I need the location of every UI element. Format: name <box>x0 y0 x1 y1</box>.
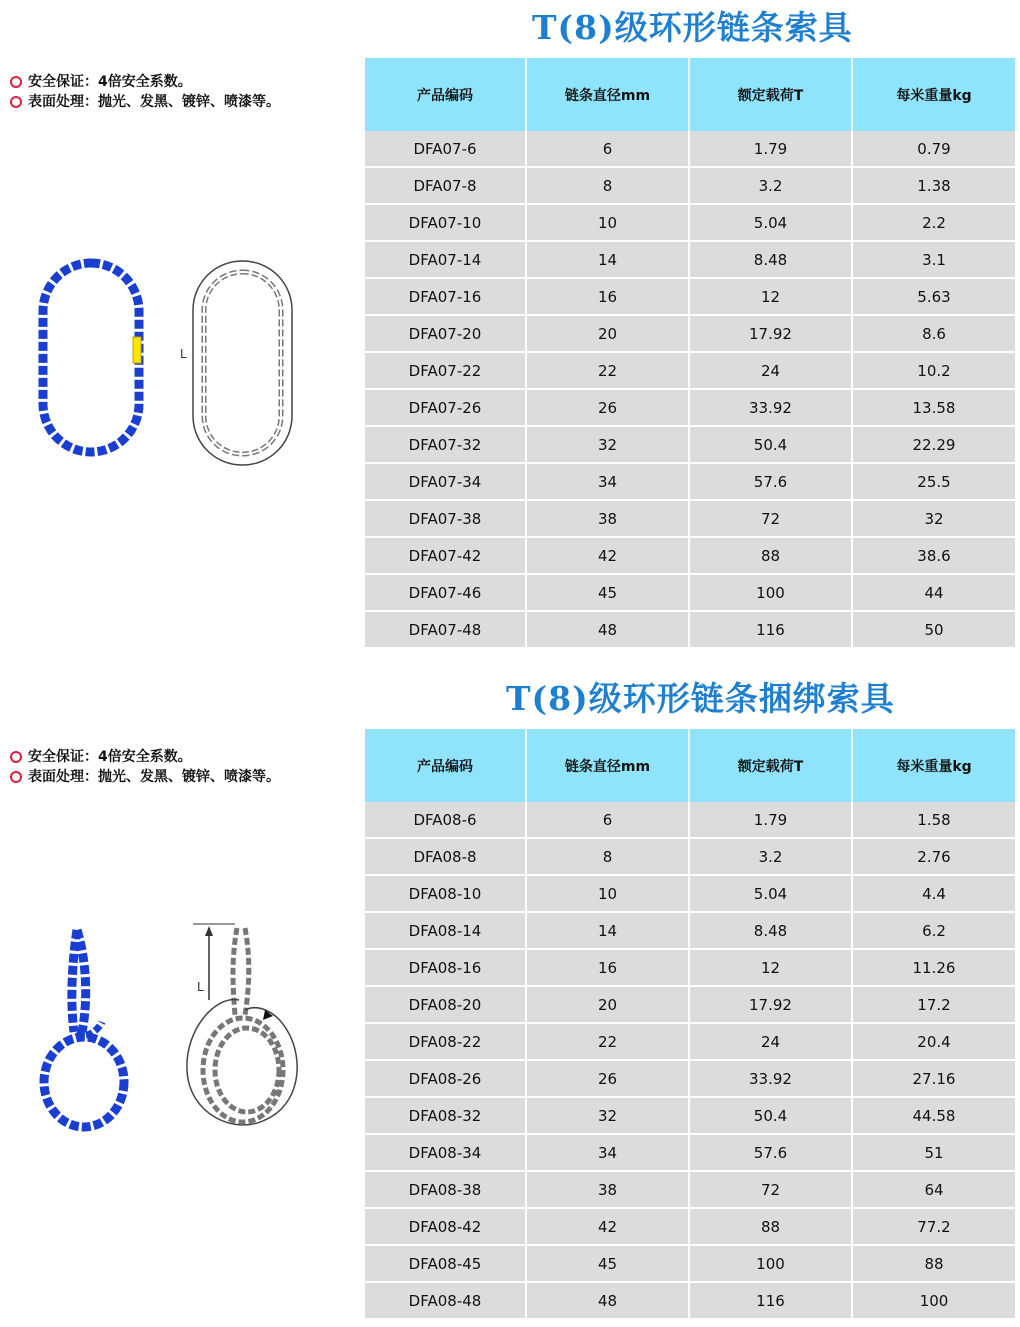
table-row <box>365 167 1015 204</box>
note-text: 表面处理：抛光、发黑、镀锌、喷漆等。 <box>28 769 280 785</box>
cell-diameter: 45 <box>526 574 689 611</box>
table-row <box>365 1282 1015 1319</box>
cell-weight: 88 <box>852 1245 1015 1282</box>
cell-diameter: 38 <box>526 1171 689 1208</box>
cell-diameter: 14 <box>526 912 689 949</box>
ring-chain-diagram-icon <box>190 258 295 468</box>
cell-weight: 2.76 <box>852 838 1015 875</box>
bullet-icon <box>10 76 22 88</box>
cell-diameter: 42 <box>526 1208 689 1245</box>
cell-weight: 11.26 <box>852 949 1015 986</box>
cell-load: 100 <box>689 574 852 611</box>
table-row <box>365 204 1015 241</box>
header-diameter: 链条直径mm <box>526 729 689 802</box>
table-row <box>365 426 1015 463</box>
cell-weight: 38.6 <box>852 537 1015 574</box>
cell-weight: 32 <box>852 500 1015 537</box>
cell-diameter: 14 <box>526 241 689 278</box>
cell-load: 17.92 <box>689 986 852 1023</box>
cell-diameter: 32 <box>526 426 689 463</box>
cell-code: DFA07-48 <box>365 611 526 648</box>
header-weight: 每米重量kg <box>852 58 1015 131</box>
cell-load: 33.92 <box>689 389 852 426</box>
table-row <box>365 949 1015 986</box>
table-row <box>365 500 1015 537</box>
cell-weight: 44 <box>852 574 1015 611</box>
cell-load: 100 <box>689 1245 852 1282</box>
cell-diameter: 8 <box>526 838 689 875</box>
cell-weight: 50 <box>852 611 1015 648</box>
cell-weight: 10.2 <box>852 352 1015 389</box>
cell-load: 3.2 <box>689 167 852 204</box>
table-row <box>365 1060 1015 1097</box>
cell-load: 50.4 <box>689 1097 852 1134</box>
cell-diameter: 6 <box>526 131 689 167</box>
length-label: L <box>180 347 187 361</box>
note-safety <box>10 747 280 767</box>
header-load: 额定载荷T <box>689 729 852 802</box>
cell-code: DFA07-26 <box>365 389 526 426</box>
table-row <box>365 241 1015 278</box>
table-row <box>365 912 1015 949</box>
cell-code: DFA07-14 <box>365 241 526 278</box>
cell-load: 12 <box>689 949 852 986</box>
table-row <box>365 537 1015 574</box>
cell-load: 12 <box>689 278 852 315</box>
table-row <box>365 1171 1015 1208</box>
table-row <box>365 1208 1015 1245</box>
table-row <box>365 463 1015 500</box>
cell-weight: 22.29 <box>852 426 1015 463</box>
header-code: 产品编码 <box>365 729 526 802</box>
table-header-row <box>365 58 1015 131</box>
cell-code: DFA08-34 <box>365 1134 526 1171</box>
cell-load: 5.04 <box>689 204 852 241</box>
choker-chain-diagram-icon <box>175 920 315 1145</box>
cell-code: DFA08-6 <box>365 802 526 838</box>
cell-weight: 20.4 <box>852 1023 1015 1060</box>
cell-diameter: 32 <box>526 1097 689 1134</box>
table-row <box>365 802 1015 838</box>
cell-weight: 44.58 <box>852 1097 1015 1134</box>
cell-load: 57.6 <box>689 1134 852 1171</box>
cell-weight: 27.16 <box>852 1060 1015 1097</box>
cell-weight: 13.58 <box>852 389 1015 426</box>
cell-code: DFA08-8 <box>365 838 526 875</box>
blue-ring-chain-icon <box>35 255 147 460</box>
cell-weight: 64 <box>852 1171 1015 1208</box>
cell-code: DFA07-10 <box>365 204 526 241</box>
blue-choker-chain-icon <box>32 922 142 1137</box>
bullet-icon <box>10 771 22 783</box>
cell-weight: 51 <box>852 1134 1015 1171</box>
section2-notes <box>10 747 280 787</box>
cell-code: DFA08-22 <box>365 1023 526 1060</box>
cell-code: DFA08-26 <box>365 1060 526 1097</box>
table-header-row <box>365 729 1015 802</box>
table-row <box>365 1023 1015 1060</box>
header-load: 额定载荷T <box>689 58 852 131</box>
cell-code: DFA08-45 <box>365 1245 526 1282</box>
cell-diameter: 34 <box>526 463 689 500</box>
cell-load: 24 <box>689 352 852 389</box>
cell-diameter: 26 <box>526 389 689 426</box>
table-row <box>365 1134 1015 1171</box>
cell-weight: 5.63 <box>852 278 1015 315</box>
cell-weight: 3.1 <box>852 241 1015 278</box>
bullet-icon <box>10 751 22 763</box>
cell-load: 8.48 <box>689 912 852 949</box>
cell-load: 1.79 <box>689 131 852 167</box>
cell-load: 88 <box>689 537 852 574</box>
cell-code: DFA07-46 <box>365 574 526 611</box>
cell-load: 116 <box>689 611 852 648</box>
cell-code: DFA07-6 <box>365 131 526 167</box>
cell-weight: 100 <box>852 1282 1015 1319</box>
cell-code: DFA07-22 <box>365 352 526 389</box>
cell-load: 1.79 <box>689 802 852 838</box>
table-row <box>365 278 1015 315</box>
note-finish <box>10 767 280 787</box>
header-weight: 每米重量kg <box>852 729 1015 802</box>
cell-code: DFA07-42 <box>365 537 526 574</box>
cell-diameter: 38 <box>526 500 689 537</box>
cell-diameter: 45 <box>526 1245 689 1282</box>
cell-diameter: 20 <box>526 315 689 352</box>
cell-load: 5.04 <box>689 875 852 912</box>
cell-weight: 0.79 <box>852 131 1015 167</box>
section1-title: T(8)级环形链条索具 <box>532 8 853 47</box>
cell-diameter: 34 <box>526 1134 689 1171</box>
cell-load: 116 <box>689 1282 852 1319</box>
cell-load: 3.2 <box>689 838 852 875</box>
cell-diameter: 48 <box>526 611 689 648</box>
table-row <box>365 1245 1015 1282</box>
cell-code: DFA08-10 <box>365 875 526 912</box>
table-row <box>365 986 1015 1023</box>
cell-weight: 8.6 <box>852 315 1015 352</box>
table-row <box>365 875 1015 912</box>
cell-code: DFA08-42 <box>365 1208 526 1245</box>
bullet-icon <box>10 96 22 108</box>
cell-code: DFA07-38 <box>365 500 526 537</box>
cell-code: DFA07-8 <box>365 167 526 204</box>
cell-code: DFA08-20 <box>365 986 526 1023</box>
cell-code: DFA07-20 <box>365 315 526 352</box>
cell-code: DFA08-38 <box>365 1171 526 1208</box>
cell-code: DFA07-34 <box>365 463 526 500</box>
table-row <box>365 838 1015 875</box>
table-row <box>365 389 1015 426</box>
section1-notes <box>10 72 280 112</box>
cell-load: 33.92 <box>689 1060 852 1097</box>
cell-load: 88 <box>689 1208 852 1245</box>
cell-diameter: 22 <box>526 1023 689 1060</box>
note-text: 表面处理：抛光、发黑、镀锌、喷漆等。 <box>28 94 280 110</box>
table-row <box>365 352 1015 389</box>
cell-diameter: 6 <box>526 802 689 838</box>
cell-code: DFA07-16 <box>365 278 526 315</box>
cell-weight: 77.2 <box>852 1208 1015 1245</box>
cell-weight: 6.2 <box>852 912 1015 949</box>
cell-diameter: 8 <box>526 167 689 204</box>
note-text: 安全保证：4倍安全系数。 <box>28 74 192 90</box>
cell-weight: 2.2 <box>852 204 1015 241</box>
cell-weight: 17.2 <box>852 986 1015 1023</box>
note-finish <box>10 92 280 112</box>
cell-load: 17.92 <box>689 315 852 352</box>
table-row <box>365 574 1015 611</box>
cell-weight: 25.5 <box>852 463 1015 500</box>
section2-spec-table <box>365 729 1015 1320</box>
header-diameter: 链条直径mm <box>526 58 689 131</box>
cell-diameter: 10 <box>526 875 689 912</box>
cell-load: 24 <box>689 1023 852 1060</box>
cell-diameter: 48 <box>526 1282 689 1319</box>
cell-diameter: 16 <box>526 278 689 315</box>
note-text: 安全保证：4倍安全系数。 <box>28 749 192 765</box>
table-row <box>365 131 1015 167</box>
cell-diameter: 16 <box>526 949 689 986</box>
section1-spec-table <box>365 58 1015 649</box>
cell-diameter: 10 <box>526 204 689 241</box>
length-label: L <box>197 980 204 994</box>
cell-weight: 1.58 <box>852 802 1015 838</box>
cell-load: 50.4 <box>689 426 852 463</box>
cell-load: 72 <box>689 500 852 537</box>
cell-load: 72 <box>689 1171 852 1208</box>
cell-diameter: 22 <box>526 352 689 389</box>
cell-code: DFA07-32 <box>365 426 526 463</box>
cell-diameter: 26 <box>526 1060 689 1097</box>
cell-code: DFA08-32 <box>365 1097 526 1134</box>
cell-code: DFA08-48 <box>365 1282 526 1319</box>
table-row <box>365 315 1015 352</box>
note-safety <box>10 72 280 92</box>
header-code: 产品编码 <box>365 58 526 131</box>
table-row <box>365 611 1015 648</box>
cell-weight: 1.38 <box>852 167 1015 204</box>
cell-diameter: 42 <box>526 537 689 574</box>
table-row <box>365 1097 1015 1134</box>
section2-title: T(8)级环形链条捆绑索具 <box>506 679 895 718</box>
cell-load: 57.6 <box>689 463 852 500</box>
cell-weight: 4.4 <box>852 875 1015 912</box>
cell-load: 8.48 <box>689 241 852 278</box>
cell-code: DFA08-14 <box>365 912 526 949</box>
cell-diameter: 20 <box>526 986 689 1023</box>
cell-code: DFA08-16 <box>365 949 526 986</box>
